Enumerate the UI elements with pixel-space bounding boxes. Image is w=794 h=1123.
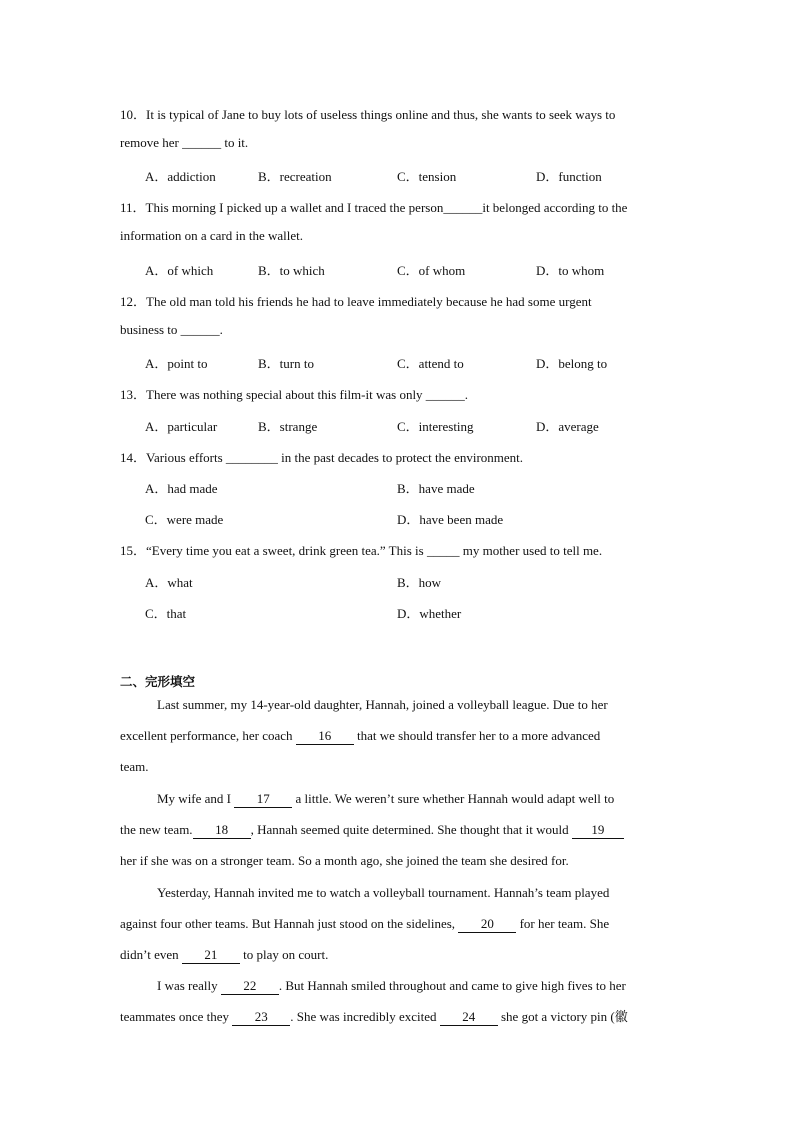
question-10-option-d: D．function <box>536 169 602 184</box>
paragraph-line <box>120 939 675 970</box>
blank-22: 22 <box>221 978 279 995</box>
text-run: to play on court. <box>239 947 329 962</box>
section-heading: 二、完形填空 <box>120 674 196 689</box>
question-14-option-a: A．had made <box>145 481 218 496</box>
blank-19: 19 <box>572 822 624 839</box>
question-13-line-1: 13．There was nothing special about this film-it was only ______. <box>120 387 469 402</box>
question-10-option-b: B．recreation <box>258 169 332 184</box>
question-12-option-c: C．attend to <box>397 356 464 371</box>
question-15-option-d: D．whether <box>397 606 462 621</box>
question-10-option-a: A．addiction <box>145 169 216 184</box>
text-run: for her team. She <box>516 916 610 931</box>
text-run: she got a victory pin (徽 <box>497 1009 628 1024</box>
question-10-line-1: 10．It is typical of Jane to buy lots of useless things online and thus, she wants to seek ways to <box>120 107 616 122</box>
text-run: I was really <box>157 978 221 993</box>
paragraph-line <box>120 1001 675 1032</box>
paragraph-line <box>120 814 675 845</box>
question-12-option-d: D．belong to <box>536 356 608 371</box>
question-11-option-b: B．to which <box>258 263 325 278</box>
paragraph-line <box>120 908 675 939</box>
question-14-option-c: C．were made <box>145 512 224 527</box>
question-13-option-d: D．average <box>536 419 599 434</box>
blank-18: 18 <box>193 822 251 839</box>
question-12-option-a: A．point to <box>145 356 208 371</box>
blank-16: 16 <box>296 728 354 745</box>
text-run: . She was incredibly excited <box>290 1009 440 1024</box>
text-run: that we should transfer her to a more advanced <box>353 728 601 743</box>
cloze-paragraph-3 <box>120 877 675 970</box>
blank-17: 17 <box>234 791 292 808</box>
text-run: My wife and I <box>157 791 235 806</box>
question-10-option-c: C．tension <box>397 169 457 184</box>
question-14-option-b: B．have made <box>397 481 475 496</box>
question-14-option-d: D．have been made <box>397 512 504 527</box>
paragraph-line: her if she was on a stronger team. So a month ago, she joined the team she desired for. <box>120 853 569 868</box>
text-run: the new team. <box>120 822 193 837</box>
blank-20: 20 <box>458 916 516 933</box>
question-15-line-1: 15．“Every time you eat a sweet, drink green tea.” This is _____ my mother used to tell me. <box>120 543 603 558</box>
cloze-paragraph-1 <box>120 689 675 782</box>
text-run: teammates once they <box>120 1009 233 1024</box>
blank-21: 21 <box>182 947 240 964</box>
question-13-option-c: C．interesting <box>397 419 474 434</box>
question-12-option-b: B．turn to <box>258 356 314 371</box>
paragraph-line: Last summer, my 14-year-old daughter, Hannah, joined a volleyball league. Due to her <box>157 697 608 712</box>
cloze-paragraph-2 <box>120 783 675 876</box>
paragraph-line <box>120 970 675 1001</box>
paragraph-line: Yesterday, Hannah invited me to watch a volleyball tournament. Hannah’s team played <box>157 885 610 900</box>
question-11-line-1: 11．This morning I picked up a wallet and I traced the person______it belonged according to the <box>120 200 628 215</box>
paragraph-line: team. <box>120 759 149 774</box>
paragraph-line <box>120 783 675 814</box>
question-11-line-2: information on a card in the wallet. <box>120 228 304 243</box>
question-15-option-a: A．what <box>145 575 193 590</box>
text-run: excellent performance, her coach <box>120 728 296 743</box>
question-14-line-1: 14．Various efforts ________ in the past decades to protect the environment. <box>120 450 524 465</box>
question-11-option-a: A．of which <box>145 263 214 278</box>
paragraph-line <box>120 720 675 751</box>
question-11-option-d: D．to whom <box>536 263 605 278</box>
question-12-line-2: business to ______. <box>120 322 223 337</box>
text-run: . But Hannah smiled throughout and came to give high fives to her <box>278 978 626 993</box>
blank-24: 24 <box>440 1009 498 1026</box>
question-10-line-2: remove her ______ to it. <box>120 135 249 150</box>
text-run: , Hannah seemed quite determined. She thought that it would <box>250 822 572 837</box>
text-run: against four other teams. But Hannah just stood on the sidelines, <box>120 916 459 931</box>
text-run: didn’t even <box>120 947 182 962</box>
question-15-option-c: C．that <box>145 606 187 621</box>
question-12-line-1: 12．The old man told his friends he had to leave immediately because he had some urgent <box>120 294 592 309</box>
question-13-option-a: A．particular <box>145 419 218 434</box>
question-15-option-b: B．how <box>397 575 442 590</box>
question-11-option-c: C．of whom <box>397 263 466 278</box>
cloze-paragraph-4 <box>120 970 675 1032</box>
blank-23: 23 <box>232 1009 290 1026</box>
question-13-option-b: B．strange <box>258 419 318 434</box>
text-run: a little. We weren’t sure whether Hannah would adapt well to <box>292 791 615 806</box>
